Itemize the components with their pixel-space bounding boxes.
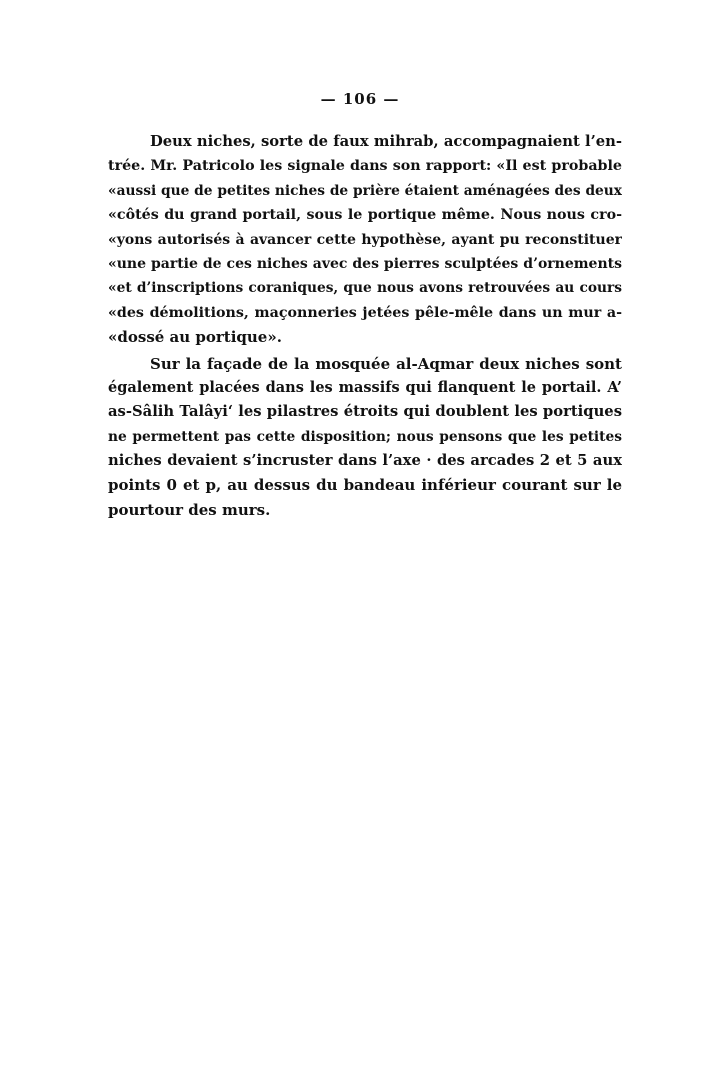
text-line: «des démolitions, maçonneries jetées pêle-mêle dans un mur a- xyxy=(108,304,622,321)
page-number: — 106 — xyxy=(320,90,400,108)
text-line: «côtés du grand portail, sous le portique même. Nous nous cro- xyxy=(108,207,622,224)
body-text xyxy=(108,130,622,522)
text-line: as-Sâlih Talâyi‘ les pilastres étroits qui doublent les portiques xyxy=(108,403,622,421)
text-line: également placées dans les massifs qui flanquent le portail. A’ xyxy=(108,378,622,396)
text-line: ne permettent pas cette disposition; nous pensons que les petites xyxy=(108,428,622,445)
text-line: points 0 et p, au dessus du bandeau inférieur courant sur le xyxy=(108,476,622,495)
text-line: niches devaient s’incruster dans l’axe · des arcades 2 et 5 aux xyxy=(108,452,622,470)
text-line: «yons autorisés à avancer cette hypothèse, ayant pu reconstituer xyxy=(108,231,622,248)
paragraph-facade-aqmar xyxy=(108,352,622,523)
text-line: pourtour des murs. xyxy=(108,500,271,519)
text-line: «aussi que de petites niches de prière étaient aménagées des deux xyxy=(108,182,622,199)
text-line: Deux niches, sorte de faux mihrab, accompagnaient l’en- xyxy=(150,133,622,150)
paragraph-niches-entree xyxy=(108,130,622,350)
text-line: trée. Mr. Patricolo les signale dans son rapport: «Il est probable xyxy=(108,158,622,175)
text-line: «dossé au portique». xyxy=(108,328,282,347)
text-line: Sur la façade de la mosquée al-Aqmar deux niches sont xyxy=(150,354,622,373)
text-line: «une partie de ces niches avec des pierres sculptées d’ornements xyxy=(108,255,622,272)
text-line: «et d’inscriptions coraniques, que nous avons retrouvées au cours xyxy=(108,280,622,297)
